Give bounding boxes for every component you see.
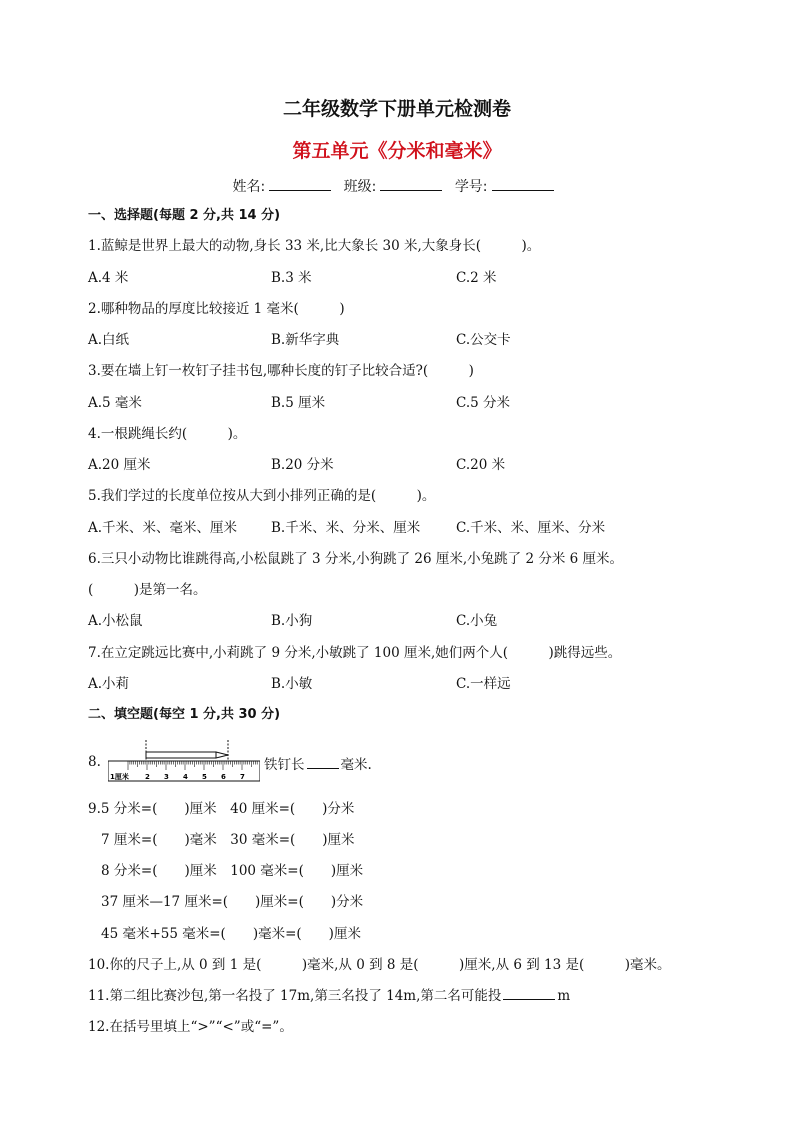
id-field[interactable] xyxy=(492,176,554,191)
q11-answer-blank[interactable] xyxy=(503,987,555,1000)
section-1-heading: 一、选择题(每题 2 分,共 14 分) xyxy=(88,208,281,223)
ruler-tick-label: 6 xyxy=(221,773,226,781)
question-8-number: 8. xyxy=(88,754,101,770)
ruler-tick-label: 3 xyxy=(164,773,169,781)
name-label: 姓名: xyxy=(232,179,266,195)
question-9-line-4: 37 厘米—17 厘米=( )厘米=( )分米 xyxy=(101,894,364,910)
q7-option-b[interactable]: B.小敏 xyxy=(271,676,313,692)
q6-option-b[interactable]: B.小狗 xyxy=(271,613,313,629)
q2-option-c[interactable]: C.公交卡 xyxy=(456,332,511,348)
q4-option-b[interactable]: B.20 分米 xyxy=(271,457,334,473)
q7-option-c[interactable]: C.一样远 xyxy=(456,676,511,692)
question-9-line-3: 8 分米=( )厘米 100 毫米=( )厘米 xyxy=(101,863,364,879)
ruler-unit-label: 1厘米 xyxy=(110,773,129,781)
question-8-text xyxy=(264,753,372,773)
q11-unit: m xyxy=(557,988,571,1004)
q6-option-a[interactable]: A.小松鼠 xyxy=(88,613,143,629)
q8-answer-blank[interactable] xyxy=(307,756,339,769)
ruler-tick-label: 5 xyxy=(202,773,207,781)
question-11 xyxy=(88,987,570,1005)
q5-option-b[interactable]: B.千米、米、分米、厘米 xyxy=(271,520,421,536)
question-1: 1.蓝鲸是世界上最大的动物,身长 33 米,比大象长 30 米,大象身长( )。 xyxy=(88,238,541,254)
ruler-tick-label: 7 xyxy=(240,773,245,781)
student-info-row xyxy=(0,176,794,196)
q8-prefix: 铁钉长 xyxy=(264,757,305,773)
class-field[interactable] xyxy=(380,176,442,191)
page-subtitle: 第五单元《分米和毫米》 xyxy=(292,140,502,162)
question-2: 2.哪种物品的厚度比较接近 1 毫米( ) xyxy=(88,301,345,317)
ruler-svg xyxy=(108,739,260,783)
question-7: 7.在立定跳远比赛中,小莉跳了 9 分米,小敏跳了 100 厘米,她们两个人( )跳得远些。 xyxy=(88,645,622,661)
id-label: 学号: xyxy=(454,179,488,195)
q5-option-a[interactable]: A.千米、米、毫米、厘米 xyxy=(88,520,238,536)
q5-option-c[interactable]: C.千米、米、厘米、分米 xyxy=(456,520,606,536)
question-9-line-5: 45 毫米+55 毫米=( )毫米=( )厘米 xyxy=(101,926,361,942)
q4-option-c[interactable]: C.20 米 xyxy=(456,457,506,473)
page-title: 二年级数学下册单元检测卷 xyxy=(282,98,511,120)
q6-option-c[interactable]: C.小兔 xyxy=(456,613,498,629)
ruler-tick-label: 2 xyxy=(145,773,150,781)
q3-option-b[interactable]: B.5 厘米 xyxy=(271,395,326,411)
class-label: 班级: xyxy=(343,179,377,195)
q2-option-b[interactable]: B.新华字典 xyxy=(271,332,340,348)
question-9-line-2: 7 厘米=( )毫米 30 毫米=( )厘米 xyxy=(101,832,355,848)
question-4: 4.一根跳绳长约( )。 xyxy=(88,426,247,442)
question-6-cont: ( )是第一名。 xyxy=(88,582,207,598)
q3-option-c[interactable]: C.5 分米 xyxy=(456,395,511,411)
q11-text: 11.第二组比赛沙包,第一名投了 17m,第三名投了 14m,第二名可能投 xyxy=(88,988,502,1004)
q3-option-a[interactable]: A.5 毫米 xyxy=(88,395,142,411)
q1-option-b[interactable]: B.3 米 xyxy=(271,270,312,286)
name-field[interactable] xyxy=(269,176,331,191)
ruler-tick-label: 4 xyxy=(183,773,188,781)
q1-option-c[interactable]: C.2 米 xyxy=(456,270,497,286)
q8-suffix: 毫米. xyxy=(340,757,372,773)
section-2-heading: 二、填空题(每空 1 分,共 30 分) xyxy=(88,707,281,722)
question-10: 10.你的尺子上,从 0 到 1 是( )毫米,从 0 到 8 是( )厘米,从 6 到 13 是( )毫米。 xyxy=(88,957,671,973)
question-5: 5.我们学过的长度单位按从大到小排列正确的是( )。 xyxy=(88,488,436,504)
ruler-with-nail-figure xyxy=(108,739,260,783)
question-3: 3.要在墙上钉一枚钉子挂书包,哪种长度的钉子比较合适?( ) xyxy=(88,363,474,379)
question-9-line-1: 9.5 分米=( )厘米 40 厘米=( )分米 xyxy=(88,801,355,817)
q4-option-a[interactable]: A.20 厘米 xyxy=(88,457,151,473)
q1-option-a[interactable]: A.4 米 xyxy=(88,270,129,286)
q7-option-a[interactable]: A.小莉 xyxy=(88,676,130,692)
q2-option-a[interactable]: A.白纸 xyxy=(88,332,130,348)
question-6: 6.三只小动物比谁跳得高,小松鼠跳了 3 分米,小狗跳了 26 厘米,小兔跳了 2 分米 6 厘米。 xyxy=(88,551,624,567)
question-12: 12.在括号里填上“>”“<”或“=”。 xyxy=(88,1019,293,1035)
